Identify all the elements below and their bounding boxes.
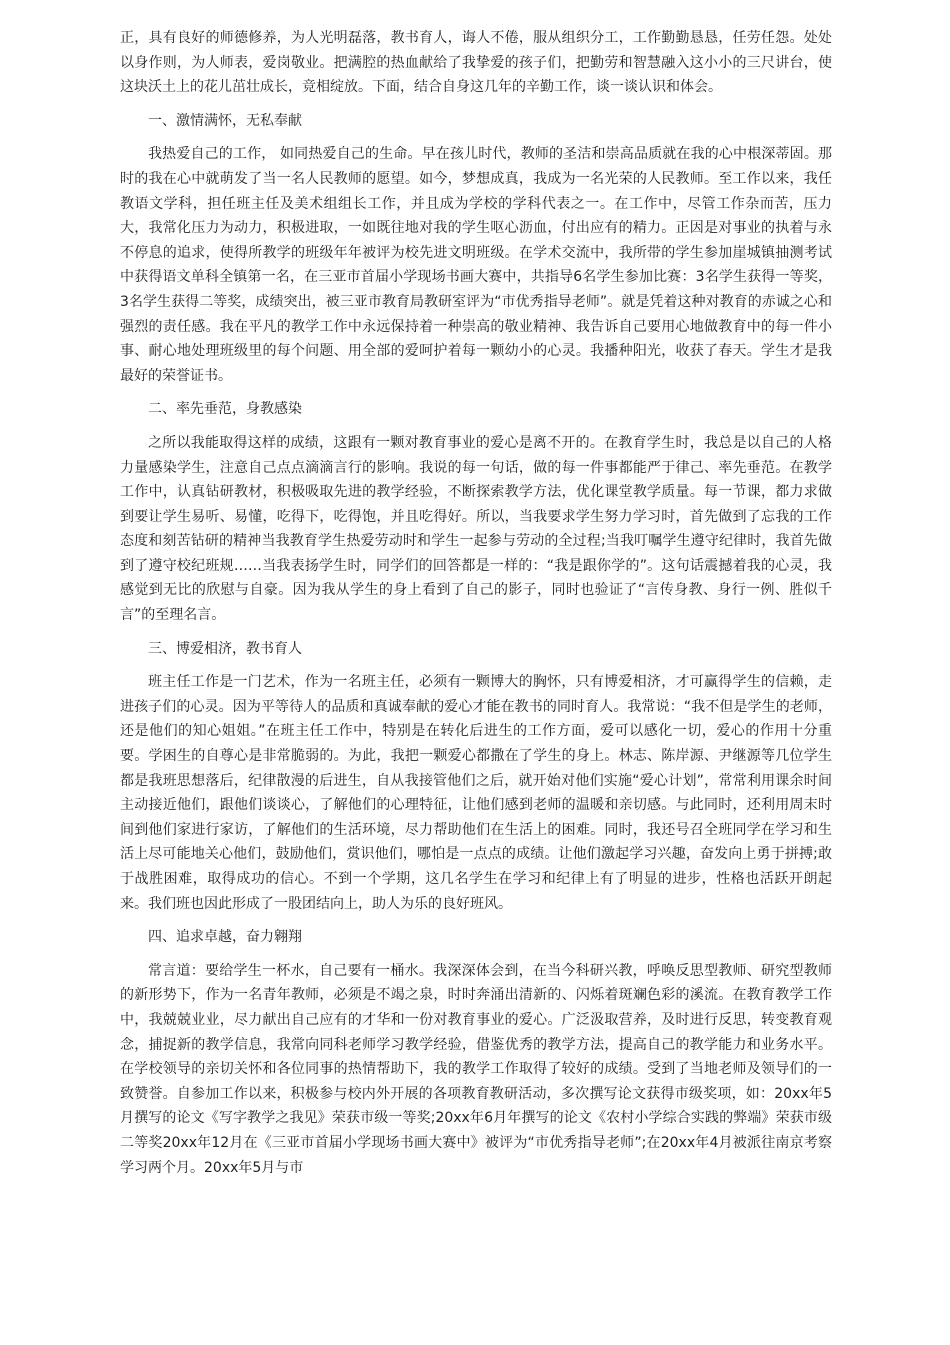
section-heading-3: 三、博爱相济，教书育人 xyxy=(148,640,302,657)
section-2-paragraph: 之所以我能取得这样的成绩，这跟有一颗对教育事业的爱心是离不开的。在教育学生时，我总是以自己的人格力量感染学生，注意自己点点滴滴言行的影响。我说的每一句话，做的每一件事都能严于律己、率先垂范。在教学工作中，认真钻研教材，积极吸取先进的教学经验，不断探索教学方法，优化课堂教学质量。每一节课，都力求做到要让学生易听、易懂，吃得下，吃得饱，并且吃得好。所以，当我要求学生努力学习时，首先做到了忘我的工作态度和刻苦钻研的精神当我教育学生热爱劳动时和学生一起参与劳动的全过程;当我叮嘱学生遵守纪律时，我首先做到了遵守校纪班规……当我表扬学生时，同学们的回答都是一样的：“我是跟你学的”。这句话震撼着我的心灵，我感觉到无比的欣慰与自豪。因为我从学生的身上看到了自己的影子，同时也验证了“言传身教、身行一例、胜似千言”的至理名言。 xyxy=(120,434,832,624)
section-4-paragraph: 常言道：要给学生一杯水，自己要有一桶水。我深深体会到，在当今科研兴教，呼唤反思型教师、研究型教师的新形势下，作为一名青年教师，必须是不竭之泉，时时奔涌出清新的、闪烁着斑斓色彩的溪流。在教育教学工作中，我兢兢业业，尽力献出自己应有的才华和一份对教育事业的爱心。广泛汲取营养，及时进行反思，转变教育观念，捕捉新的教学信息，我常向同科老师学习教学经验，借鉴优秀的教学方法，提高自己的教学能力和业务水平。在学校领导的亲切关怀和各位同事的热情帮助下，我的教学工作取得了较好的成绩。受到了当地老师及领导们的一致赞誉。自参加工作以来，积极参与校内外开展的各项教育教研活动，多次撰写论文获得市级奖项，如：20xx年5月撰写的论文《写字教学之我见》荣获市级一等奖;20xx年6月年撰写的论文《农村小学综合实践的弊端》荣获市级二等奖20xx年12月在《三亚市首届小学现场书画大赛中》被评为“市优秀指导老师”;在20xx年4月被派往南京考察学习两个月。20xx年5月与市 xyxy=(120,962,832,1176)
intro-paragraph: 正，具有良好的师德修养，为人光明磊落，教书育人，诲人不倦，服从组织分工，工作勤勤恳恳，任劳任怨。处处以身作则，为人师表，爱岗敬业。把满腔的热血献给了我挚爱的孩子们，把勤劳和智慧融入这小小的三尺讲台，使这块沃土上的花儿茁壮成长，竞相绽放。下面，结合自身这几年的辛勤工作，谈一谈认识和体会。 xyxy=(120,30,832,96)
section-heading-2: 二、率先垂范，身教感染 xyxy=(148,401,302,418)
section-heading-4: 四、追求卓越，奋力翱翔 xyxy=(148,929,302,946)
section-1-paragraph: 我热爱自己的工作， 如同热爱自己的生命。早在孩儿时代，教师的圣洁和崇高品质就在我的心中根深蒂固。那时的我在心中就萌发了当一名人民教师的愿望。如今，梦想成真，我成为一名光荣的人民教师。至工作以来，我任教语文学科，担任班主任及美术组组长工作，并且成为学校的学科代表之一。在工作中，尽管工作杂而苦，压力大，我常化压力为动力，积极进取，一如既往地对我的学生呕心沥血，付出应有的精力。正因是对事业的执着与永不停息的追求，使得所教学的班级年年被评为校先进文明班级。在学术交流中，我所带的学生参加崖城镇抽测考试中获得语文单科全镇第一名，在三亚市首届小学现场书画大赛中，共指导6名学生参加比赛：3名学生获得一等奖，3名学生获得二等奖，成绩突出，被三亚市教育局教研室评为“市优秀指导老师”。就是凭着这种对教育的赤诚之心和强烈的责任感。我在平凡的教学工作中永远保持着一种崇高的敬业精神、我告诉自己要用心地做教育中的每一件小事、耐心地处理班级里的每个问题、用全部的爱呵护着每一颗幼小的心灵。我播种阳光，收获了春天。学生才是我最好的荣誉证书。 xyxy=(120,146,832,384)
document-page xyxy=(120,26,832,1189)
section-3-paragraph: 班主任工作是一门艺术，作为一名班主任，必须有一颗博大的胸怀，只有博爱相济，才可赢得学生的信赖，走进孩子们的心灵。因为平等待人的品质和真诚奉献的爱心才能在教书的同时育人。我常说：“我不但是学生的老师，还是他们的知心姐姐。”在班主任工作中，特别是在转化后进生的工作方面，爱可以感化一切，爱心的作用十分重要。学困生的自尊心是非常脆弱的。为此，我把一颗爱心都撒在了学生的身上。林志、陈岸源、尹继源等几位学生都是我班思想落后，纪律散漫的后进生，自从我接管他们之后，就开始对他们实施“爱心计划”，常常利用课余时间主动接近他们，跟他们谈谈心，了解他们的心理特征，让他们感到老师的温暖和亲切感。与此同时，还利用周末时间到他们家进行家访，了解他们的生活环境，尽力帮助他们在生活上的困难。同时，我还号召全班同学在学习和生活上尽可能地关心他们，鼓励他们，赏识他们，哪怕是一点点的成绩。让他们激起学习兴趣，奋发向上勇于拼搏;敢于战胜困难，取得成功的信心。不到一个学期，这几名学生在学习和纪律上有了明显的进步，性格也活跃开朗起来。我们班也因此形成了一股团结向上，助人为乐的良好班风。 xyxy=(120,674,832,912)
section-heading-1: 一、激情满怀，无私奉献 xyxy=(148,112,302,129)
